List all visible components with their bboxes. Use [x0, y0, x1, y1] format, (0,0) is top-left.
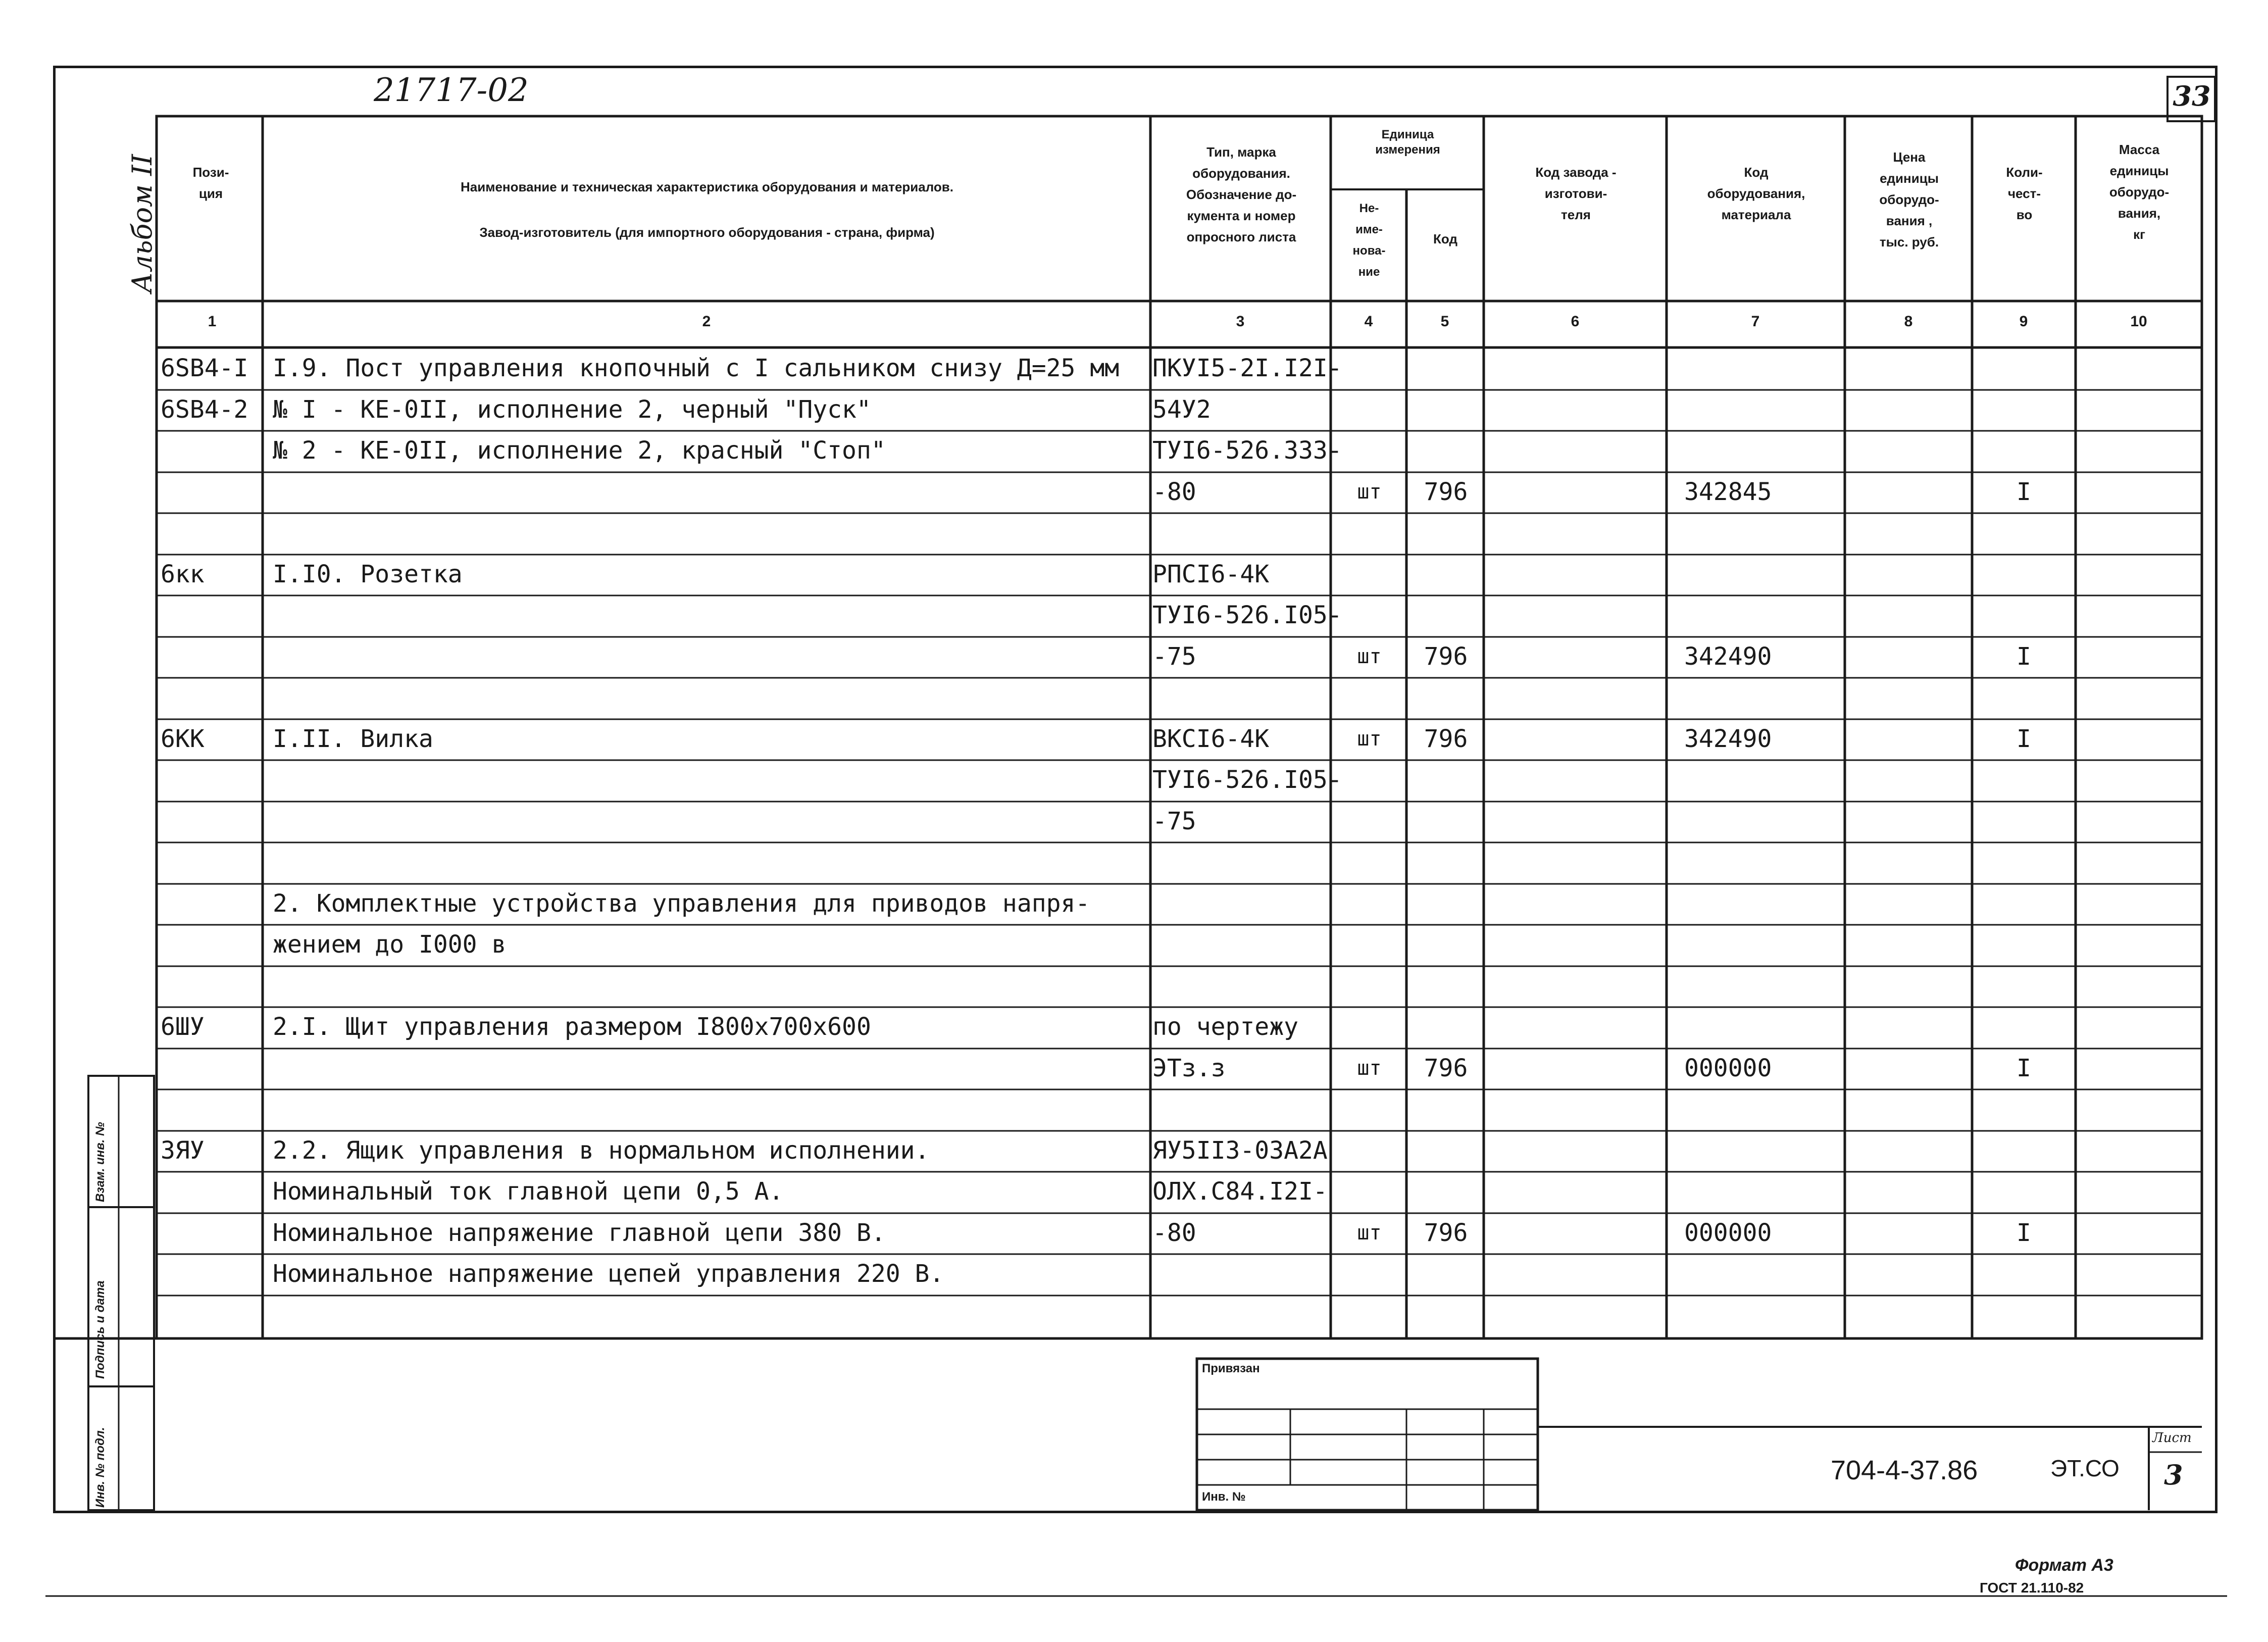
table-cell-qty: I [2017, 725, 2031, 753]
column-header-8: Цена единицы оборудо- вания , тыс. руб. [1879, 150, 1939, 250]
table-cell-qty: I [2017, 642, 2031, 671]
unit-group-header: Единица измерения [1375, 128, 1440, 157]
table-cell-qty: I [2017, 1219, 2031, 1247]
table-cell-unit: шт [1357, 1057, 1382, 1080]
table-cell-type: ТУI6-526.I05- [1152, 601, 1342, 629]
column-header-9: Коли- чест- во [2006, 165, 2043, 222]
format-label: Формат А3 [2015, 1556, 2113, 1575]
column-number-1: 1 [208, 313, 217, 330]
gost-label: ГОСТ 21.110-82 [1980, 1580, 2084, 1596]
table-cell-name: жением до I000 в [273, 930, 507, 959]
column-header-2: Наименование и техническая характеристика оборудования и материалов. Завод-изготовитель (для импортного оборудования - страна, фирма) [460, 179, 953, 240]
side-podpis-data: Подпись и дата [93, 1280, 107, 1379]
table-cell-type: -75 [1152, 807, 1196, 835]
table-cell-code: 796 [1424, 642, 1468, 671]
table-cell-unit: шт [1357, 727, 1382, 751]
table-cell-pos: 6ШУ [161, 1013, 205, 1041]
stamp-inv-no: Инв. № [1202, 1490, 1246, 1504]
table-cell-type: ЭТз.з [1152, 1054, 1226, 1082]
table-cell-name: 2. Комплектные устройства управления для приводов напря- [273, 889, 1090, 918]
table-cell-name: I.I0. Розетка [273, 560, 463, 588]
stamp-designation: 704-4-37.86 [1831, 1455, 1978, 1485]
stamp-sheet-number: 3 [2164, 1459, 2183, 1491]
table-cell-qty: I [2017, 1054, 2031, 1082]
table-cell-name: 2.I. Щит управления размером I800х700х600 [273, 1013, 871, 1041]
table-cell-type: 54У2 [1152, 395, 1211, 424]
column-number-10: 10 [2130, 313, 2147, 330]
table-cell-name: № I - КЕ-0II, исполнение 2, черный "Пуск" [273, 395, 871, 424]
column-number-3: 3 [1236, 313, 1245, 330]
table-cell-type: ОЛХ.С84.I2I- [1152, 1177, 1328, 1206]
column-number-4: 4 [1364, 313, 1373, 330]
table-cell-type: -80 [1152, 478, 1196, 506]
table-cell-type: по чертежу [1152, 1013, 1298, 1041]
side-vzam-inv: Взам. инв. № [93, 1122, 107, 1202]
table-cell-code: 796 [1424, 725, 1468, 753]
table-cell-pos: 6SB4-I [161, 354, 248, 382]
table-cell-code: 796 [1424, 1219, 1468, 1247]
table-cell-name: Номинальное напряжение главной цепи 380 В. [273, 1219, 886, 1247]
table-cell-type: ТУI6-526.333- [1152, 436, 1342, 465]
table-cell-pos: 6кк [161, 560, 205, 588]
column-header-7: Код оборудования, материала [1707, 165, 1805, 222]
table-cell-pos: 6КК [161, 725, 205, 753]
table-cell-type: ТУI6-526.I05- [1152, 766, 1342, 794]
table-cell-type: -80 [1152, 1219, 1196, 1247]
table-cell-name: № 2 - КЕ-0II, исполнение 2, красный "Стоп" [273, 436, 886, 465]
table-cell-type: ЯУ5II3-03А2А [1152, 1136, 1328, 1165]
table-cell-equip: 342845 [1684, 478, 1772, 506]
table-cell-name: I.9. Пост управления кнопочный с I сальником снизу Д=25 мм [273, 354, 1120, 382]
table-cell-unit: шт [1357, 645, 1382, 668]
doc-number: 21717-02 [374, 72, 529, 109]
column-header-3: Тип, марка оборудования. Обозначение до- кумента и номер опросного листа [1186, 144, 1297, 244]
column-number-8: 8 [1904, 313, 1913, 330]
table-cell-qty: I [2017, 478, 2031, 506]
column-header-10: Масса единицы оборудо- вания, кг [2109, 142, 2170, 242]
table-cell-equip: 342490 [1684, 725, 1772, 753]
album-label: Альбом II [126, 154, 158, 293]
table-cell-name: I.II. Вилка [273, 725, 433, 753]
table-cell-pos: 3ЯУ [161, 1136, 205, 1165]
column-header-4: Не- име- нова- ние [1352, 202, 1386, 279]
table-cell-equip: 000000 [1684, 1054, 1772, 1082]
column-number-6: 6 [1571, 313, 1580, 330]
column-number-9: 9 [2019, 313, 2028, 330]
stamp-sheet-label: Лист [2152, 1430, 2192, 1446]
column-number-2: 2 [702, 313, 711, 330]
stamp-section: ЭТ.СО [2050, 1455, 2120, 1481]
table-cell-unit: шт [1357, 1221, 1382, 1245]
table-cell-type: РПСI6-4К [1152, 560, 1270, 588]
page-number: 33 [2173, 80, 2211, 112]
column-number-7: 7 [1751, 313, 1760, 330]
table-cell-code: 796 [1424, 478, 1468, 506]
column-header-6: Код завода - изготови- теля [1535, 165, 1617, 222]
table-cell-type: ПКУI5-2I.I2I- [1152, 354, 1342, 382]
table-cell-name: Номинальный ток главной цепи 0,5 А. [273, 1177, 784, 1206]
table-cell-code: 796 [1424, 1054, 1468, 1082]
table-cell-name: Номинальное напряжение цепей управления 220 В. [273, 1260, 944, 1288]
stamp-privyazan: Привязан [1202, 1362, 1260, 1375]
column-number-5: 5 [1440, 313, 1449, 330]
table-cell-unit: шт [1357, 480, 1382, 504]
column-header-1: Пози- ция [192, 165, 229, 201]
table-cell-type: ВКСI6-4К [1152, 725, 1270, 753]
column-header-5: Код [1433, 231, 1457, 246]
side-inv-podl: Инв. № подл. [93, 1427, 107, 1508]
table-cell-type: -75 [1152, 642, 1196, 671]
table-cell-pos: 6SB4-2 [161, 395, 248, 424]
table-cell-equip: 000000 [1684, 1219, 1772, 1247]
table-cell-equip: 342490 [1684, 642, 1772, 671]
table-cell-name: 2.2. Ящик управления в нормальном исполнении. [273, 1136, 930, 1165]
